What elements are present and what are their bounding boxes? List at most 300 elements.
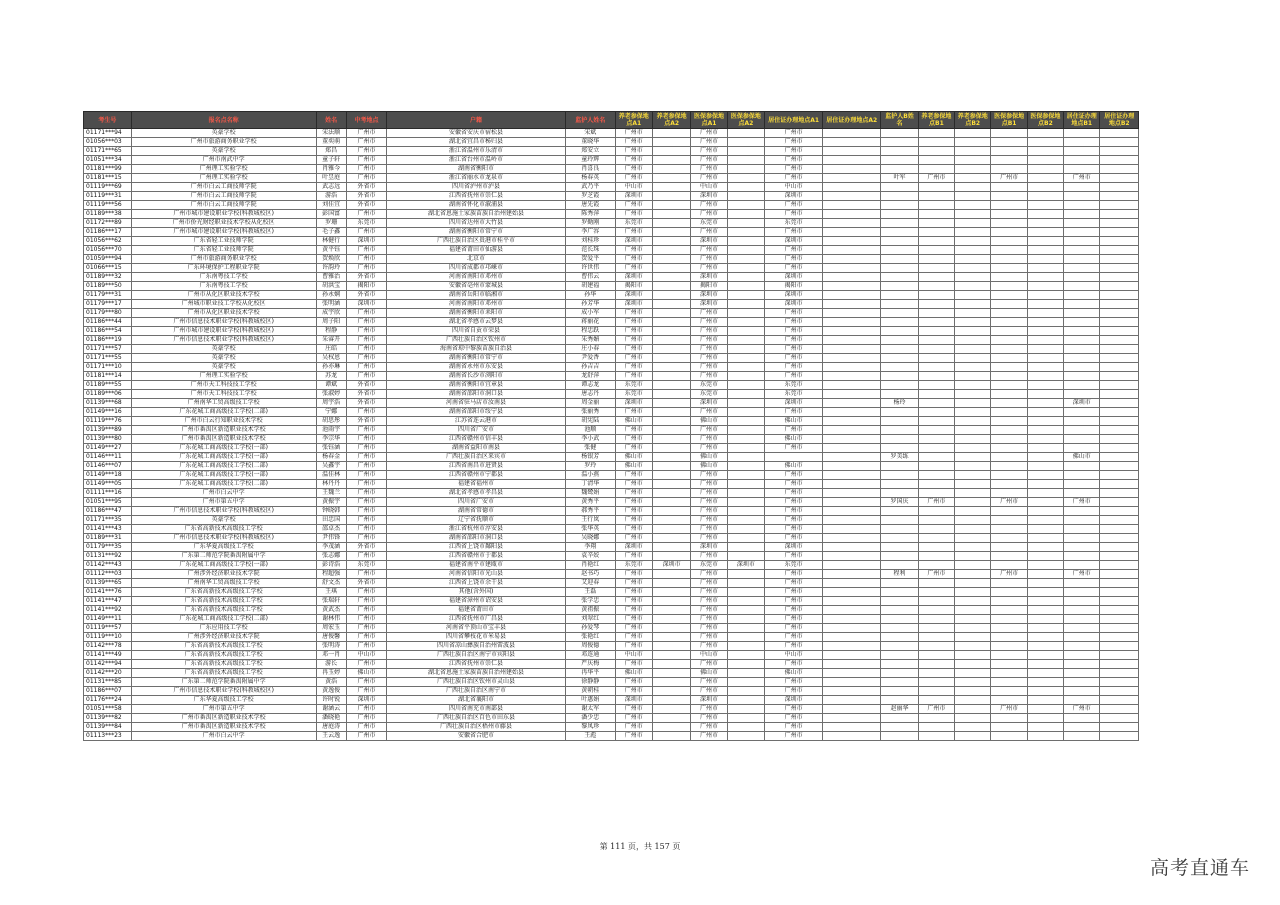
- table-cell: [881, 237, 918, 246]
- table-cell: [991, 363, 1027, 372]
- table-cell: 01189***06: [84, 390, 132, 399]
- table-cell: [652, 336, 690, 345]
- table-row: [84, 633, 1139, 642]
- table-cell: [652, 417, 690, 426]
- table-cell: 广州市白云工商技师学院: [131, 201, 316, 210]
- table-cell: [727, 129, 764, 138]
- table-cell: [727, 264, 764, 273]
- table-cell: 李宗华: [316, 435, 346, 444]
- table-cell: [1064, 237, 1100, 246]
- table-cell: [1100, 255, 1139, 264]
- table-cell: [991, 273, 1027, 282]
- table-cell: [1064, 642, 1100, 651]
- table-cell: 广州市: [765, 471, 823, 480]
- table-cell: [881, 129, 918, 138]
- table-cell: 佛山市: [691, 453, 727, 462]
- table-cell: 黎凤珍: [565, 723, 615, 732]
- table-cell: 01119***76: [84, 417, 132, 426]
- table-cell: 朱秀媚: [565, 336, 615, 345]
- table-cell: [823, 390, 881, 399]
- table-cell: 英豪学校: [131, 363, 316, 372]
- table-cell: 揭阳市: [691, 282, 727, 291]
- table-cell: [991, 408, 1027, 417]
- table-cell: 东莞市: [765, 390, 823, 399]
- table-cell: 尹伟锋: [316, 534, 346, 543]
- table-cell: 浙江省温州市乐清市: [387, 147, 566, 156]
- table-cell: [991, 642, 1027, 651]
- table-cell: [652, 669, 690, 678]
- table-cell: [1027, 255, 1063, 264]
- table-cell: 广州市: [615, 480, 652, 489]
- table-cell: 01186***07: [84, 687, 132, 696]
- table-cell: [1064, 273, 1100, 282]
- table-cell: [991, 435, 1027, 444]
- table-cell: 罗芝霞: [565, 192, 615, 201]
- table-cell: 广东南粤技工学校: [131, 273, 316, 282]
- table-cell: [652, 210, 690, 219]
- table-cell: [1027, 588, 1063, 597]
- table-cell: 广州市白云中学: [131, 489, 316, 498]
- table-cell: [1100, 687, 1139, 696]
- table-row: [84, 606, 1139, 615]
- table-cell: [955, 435, 991, 444]
- table-cell: [1027, 633, 1063, 642]
- table-cell: [652, 147, 690, 156]
- table-cell: [1027, 237, 1063, 246]
- table-cell: 广州市: [346, 624, 386, 633]
- table-cell: 广州市: [918, 570, 954, 579]
- table-cell: [1027, 273, 1063, 282]
- table-cell: 广东省轻工业技师学院: [131, 246, 316, 255]
- table-cell: [881, 480, 918, 489]
- table-cell: 广州南华工贸高级技工学校: [131, 579, 316, 588]
- table-cell: [727, 399, 764, 408]
- table-cell: 唐先霞: [565, 201, 615, 210]
- table-cell: 广州市番禺区新造职业技术学校: [131, 723, 316, 732]
- table-cell: 广州市: [991, 705, 1027, 714]
- table-cell: 深圳市: [615, 399, 652, 408]
- table-cell: [955, 651, 991, 660]
- table-cell: [991, 300, 1027, 309]
- table-cell: [918, 426, 954, 435]
- table-cell: [991, 624, 1027, 633]
- table-cell: 广州市: [691, 678, 727, 687]
- table-cell: 广州市: [615, 507, 652, 516]
- table-cell: 广州市: [691, 228, 727, 237]
- table-cell: 黄朝桂: [565, 687, 615, 696]
- table-cell: 广州市: [765, 147, 823, 156]
- table-cell: 广州市: [691, 579, 727, 588]
- table-cell: 英豪学校: [131, 147, 316, 156]
- table-cell: 东莞市: [765, 561, 823, 570]
- table-cell: 广州市: [615, 588, 652, 597]
- table-cell: [1064, 138, 1100, 147]
- table-cell: [652, 732, 690, 741]
- column-header: 户籍: [387, 112, 566, 129]
- table-cell: 广州市: [691, 255, 727, 264]
- table-cell: [727, 516, 764, 525]
- table-cell: [652, 507, 690, 516]
- table-cell: 董奕萌: [316, 138, 346, 147]
- table-cell: [727, 732, 764, 741]
- table-cell: [727, 471, 764, 480]
- table-cell: 广州市: [765, 660, 823, 669]
- table-cell: [955, 579, 991, 588]
- table-cell: 许韵玲: [316, 264, 346, 273]
- table-cell: [652, 633, 690, 642]
- table-cell: [652, 183, 690, 192]
- table-cell: 广州市: [346, 705, 386, 714]
- table-cell: 01171***65: [84, 147, 132, 156]
- table-cell: 其他(含外国): [387, 588, 566, 597]
- table-cell: 湖北省孝感市云梦县: [387, 318, 566, 327]
- table-cell: 广州市: [346, 435, 386, 444]
- table-cell: [652, 129, 690, 138]
- table-row: [84, 246, 1139, 255]
- table-cell: [1064, 372, 1100, 381]
- table-cell: [918, 453, 954, 462]
- table-cell: 广州市: [691, 444, 727, 453]
- table-cell: 湖北省恩施土家族苗族自治州建始县: [387, 669, 566, 678]
- table-cell: [918, 606, 954, 615]
- table-cell: [1100, 246, 1139, 255]
- table-cell: 广州市: [765, 174, 823, 183]
- table-cell: [991, 291, 1027, 300]
- table-row: [84, 390, 1139, 399]
- table-cell: [955, 696, 991, 705]
- table-cell: [955, 264, 991, 273]
- table-cell: 佛山市: [765, 669, 823, 678]
- table-row: [84, 282, 1139, 291]
- table-cell: [652, 408, 690, 417]
- table-cell: 广州市: [615, 165, 652, 174]
- table-cell: [1100, 543, 1139, 552]
- table-cell: [727, 291, 764, 300]
- table-cell: 张艳红: [565, 633, 615, 642]
- table-cell: [991, 606, 1027, 615]
- table-row: [84, 309, 1139, 318]
- table-cell: 广州市: [918, 705, 954, 714]
- table-cell: [881, 147, 918, 156]
- table-cell: 广州市: [765, 642, 823, 651]
- table-cell: [918, 282, 954, 291]
- table-cell: 深圳市: [691, 291, 727, 300]
- table-cell: 广州市城市建设职业学校(科教城校区): [131, 327, 316, 336]
- table-cell: [823, 327, 881, 336]
- table-cell: 广州市: [346, 678, 386, 687]
- table-cell: [652, 714, 690, 723]
- table-cell: 广州市: [765, 426, 823, 435]
- table-cell: 广州市: [346, 534, 386, 543]
- table-cell: [1100, 345, 1139, 354]
- table-cell: 01181***15: [84, 174, 132, 183]
- table-cell: 广州市: [346, 498, 386, 507]
- table-cell: [955, 201, 991, 210]
- table-cell: 广东花城工商高级技工学校(二部): [131, 480, 316, 489]
- table-cell: [823, 624, 881, 633]
- table-cell: [1027, 552, 1063, 561]
- table-cell: 董晓华: [565, 138, 615, 147]
- table-cell: [991, 381, 1027, 390]
- table-cell: [1100, 138, 1139, 147]
- table-cell: 广东省高新技术高级技工学校: [131, 588, 316, 597]
- table-cell: 湖南省常德市: [387, 507, 566, 516]
- table-cell: 广州市: [765, 372, 823, 381]
- table-cell: 01119***57: [84, 624, 132, 633]
- table-cell: 王磊: [565, 588, 615, 597]
- table-cell: 四川省南充市南部县: [387, 705, 566, 714]
- table-cell: [918, 192, 954, 201]
- table-cell: 福建省莆田市: [387, 606, 566, 615]
- table-cell: 林健行: [316, 237, 346, 246]
- table-cell: 江西省南昌市进贤县: [387, 462, 566, 471]
- table-cell: 广州市从化区职业技术学校: [131, 291, 316, 300]
- table-cell: [823, 642, 881, 651]
- table-cell: 广州市: [346, 246, 386, 255]
- table-cell: 冉玉婷: [316, 669, 346, 678]
- table-cell: [1027, 381, 1063, 390]
- table-cell: [881, 678, 918, 687]
- table-cell: 胡宪陆: [565, 417, 615, 426]
- table-cell: [1100, 552, 1139, 561]
- table-cell: [918, 687, 954, 696]
- table-cell: 王行岚: [565, 516, 615, 525]
- table-cell: [881, 138, 918, 147]
- table-cell: [955, 678, 991, 687]
- table-cell: 广州市: [346, 606, 386, 615]
- table-cell: [727, 597, 764, 606]
- table-cell: [727, 453, 764, 462]
- table-cell: [955, 372, 991, 381]
- table-cell: 外省市: [346, 291, 386, 300]
- table-cell: [955, 237, 991, 246]
- table-cell: 广州市: [691, 138, 727, 147]
- table-cell: 广州市番禺区新造职业技术学校: [131, 426, 316, 435]
- table-cell: [1064, 381, 1100, 390]
- table-cell: [727, 462, 764, 471]
- table-cell: 东莞市: [765, 381, 823, 390]
- table-cell: 广州市: [346, 462, 386, 471]
- table-cell: [1100, 489, 1139, 498]
- table-cell: [881, 417, 918, 426]
- table-cell: [881, 606, 918, 615]
- table-cell: [1100, 444, 1139, 453]
- table-cell: 广州市: [765, 714, 823, 723]
- table-cell: 广州市: [991, 174, 1027, 183]
- table-cell: [652, 687, 690, 696]
- table-cell: [1100, 309, 1139, 318]
- table-row: [84, 408, 1139, 417]
- table-cell: [955, 507, 991, 516]
- table-cell: [1027, 318, 1063, 327]
- table-cell: [727, 372, 764, 381]
- table-cell: [1100, 165, 1139, 174]
- table-cell: 01141***47: [84, 597, 132, 606]
- table-cell: 广州市: [691, 705, 727, 714]
- table-cell: [955, 705, 991, 714]
- table-cell: [727, 669, 764, 678]
- table-cell: [1100, 588, 1139, 597]
- table-cell: 深圳市: [691, 300, 727, 309]
- table-cell: [823, 489, 881, 498]
- table-cell: 湖南省岳阳市临湘市: [387, 291, 566, 300]
- table-cell: [1100, 228, 1139, 237]
- table-cell: [1064, 687, 1100, 696]
- table-cell: 江西省赣州市信丰县: [387, 435, 566, 444]
- table-cell: [881, 390, 918, 399]
- table-cell: 广州市: [691, 354, 727, 363]
- table-cell: [991, 669, 1027, 678]
- table-cell: [727, 183, 764, 192]
- table-cell: [823, 615, 881, 624]
- table-cell: 01119***56: [84, 201, 132, 210]
- table-cell: [1100, 156, 1139, 165]
- table-cell: 01139***65: [84, 579, 132, 588]
- table-cell: 广州市: [615, 210, 652, 219]
- table-cell: 东莞市: [765, 219, 823, 228]
- table-cell: [955, 147, 991, 156]
- table-cell: [955, 660, 991, 669]
- table-cell: 孙亦琳: [316, 363, 346, 372]
- table-cell: 广州市: [346, 453, 386, 462]
- table-cell: [881, 516, 918, 525]
- table-cell: 广州市: [615, 516, 652, 525]
- table-cell: [1027, 354, 1063, 363]
- table-cell: 广州涉外经济职业技术学院: [131, 570, 316, 579]
- table-cell: 广州市: [346, 660, 386, 669]
- table-cell: 广州市: [346, 687, 386, 696]
- table-cell: 广州市: [615, 138, 652, 147]
- table-cell: 湖北省襄阳市: [387, 696, 566, 705]
- table-cell: 广州涉外经济职业技术学院: [131, 633, 316, 642]
- table-cell: [1064, 246, 1100, 255]
- table-cell: 冉华平: [565, 669, 615, 678]
- table-cell: [918, 345, 954, 354]
- table-cell: [1064, 210, 1100, 219]
- table-cell: 佛山市: [615, 462, 652, 471]
- table-cell: [1027, 192, 1063, 201]
- table-cell: [1100, 147, 1139, 156]
- table-cell: [1027, 624, 1063, 633]
- table-cell: [1064, 300, 1100, 309]
- table-cell: [1064, 633, 1100, 642]
- table-cell: [823, 435, 881, 444]
- table-cell: [652, 696, 690, 705]
- table-cell: [1064, 228, 1100, 237]
- table-cell: [823, 471, 881, 480]
- table-cell: 四川省泸州市泸县: [387, 183, 566, 192]
- table-cell: 01141***43: [84, 525, 132, 534]
- table-cell: [1064, 606, 1100, 615]
- table-cell: 孙吉吉: [565, 363, 615, 372]
- table-cell: [1064, 723, 1100, 732]
- table-cell: 广州市: [346, 552, 386, 561]
- table-cell: 广州市: [615, 147, 652, 156]
- table-cell: 广州市: [765, 327, 823, 336]
- table-cell: 温小燕: [565, 471, 615, 480]
- table-cell: [823, 696, 881, 705]
- table-cell: [823, 480, 881, 489]
- table-cell: [955, 228, 991, 237]
- table-cell: [823, 129, 881, 138]
- table-cell: 丁清华: [565, 480, 615, 489]
- table-cell: 刘翠红: [565, 615, 615, 624]
- table-cell: [823, 300, 881, 309]
- table-cell: 佛山市: [615, 453, 652, 462]
- table-cell: 肖雅今: [316, 165, 346, 174]
- table-cell: 佛山市: [615, 417, 652, 426]
- table-cell: [652, 552, 690, 561]
- table-cell: [823, 579, 881, 588]
- table-cell: [918, 237, 954, 246]
- table-cell: [918, 633, 954, 642]
- table-cell: 湖南省衡阳市宜章县: [387, 381, 566, 390]
- table-cell: 中山市: [765, 651, 823, 660]
- table-cell: [881, 426, 918, 435]
- table-cell: 河南省平顶山市宝丰县: [387, 624, 566, 633]
- table-cell: [991, 192, 1027, 201]
- table-header: [84, 112, 1139, 129]
- table-cell: 广州市: [615, 525, 652, 534]
- table-row: [84, 732, 1139, 741]
- table-cell: 深圳市: [765, 300, 823, 309]
- table-cell: 广州市: [765, 336, 823, 345]
- table-cell: 广州市: [765, 444, 823, 453]
- table-cell: 广州市: [1064, 705, 1100, 714]
- table-cell: 广东华夏高级技工学校: [131, 696, 316, 705]
- table-cell: 01172***89: [84, 219, 132, 228]
- table-cell: [991, 507, 1027, 516]
- table-cell: [991, 471, 1027, 480]
- table-cell: 李茂涵: [316, 543, 346, 552]
- table-cell: 广州市: [615, 156, 652, 165]
- table-cell: [823, 705, 881, 714]
- table-cell: [1100, 597, 1139, 606]
- table-cell: 广州市: [691, 345, 727, 354]
- table-cell: [1100, 480, 1139, 489]
- table-cell: [652, 597, 690, 606]
- table-cell: [1100, 174, 1139, 183]
- table-cell: [991, 615, 1027, 624]
- table-row: [84, 723, 1139, 732]
- table-cell: 广州市: [615, 336, 652, 345]
- table-cell: 广州市: [615, 264, 652, 273]
- table-cell: [991, 264, 1027, 273]
- table-cell: 广州市: [346, 372, 386, 381]
- table-cell: 01179***31: [84, 291, 132, 300]
- table-row: [84, 579, 1139, 588]
- table-row: [84, 291, 1139, 300]
- table-cell: 周子阳: [316, 318, 346, 327]
- table-cell: [991, 318, 1027, 327]
- table-cell: 中山市: [765, 183, 823, 192]
- table-row: [84, 372, 1139, 381]
- table-cell: 广州市: [615, 489, 652, 498]
- table-cell: [991, 678, 1027, 687]
- table-cell: [652, 291, 690, 300]
- table-row: [84, 552, 1139, 561]
- table-cell: [1064, 255, 1100, 264]
- table-row: [84, 642, 1139, 651]
- table-cell: 广州市旅游商务职业学校: [131, 138, 316, 147]
- table-cell: [955, 714, 991, 723]
- table-cell: 广州市城市建设职业学校(科教城校区): [131, 210, 316, 219]
- table-cell: 王云逸: [316, 732, 346, 741]
- table-cell: 广州市: [346, 615, 386, 624]
- table-cell: [1100, 579, 1139, 588]
- table-row: [84, 129, 1139, 138]
- table-cell: 广州市: [346, 732, 386, 741]
